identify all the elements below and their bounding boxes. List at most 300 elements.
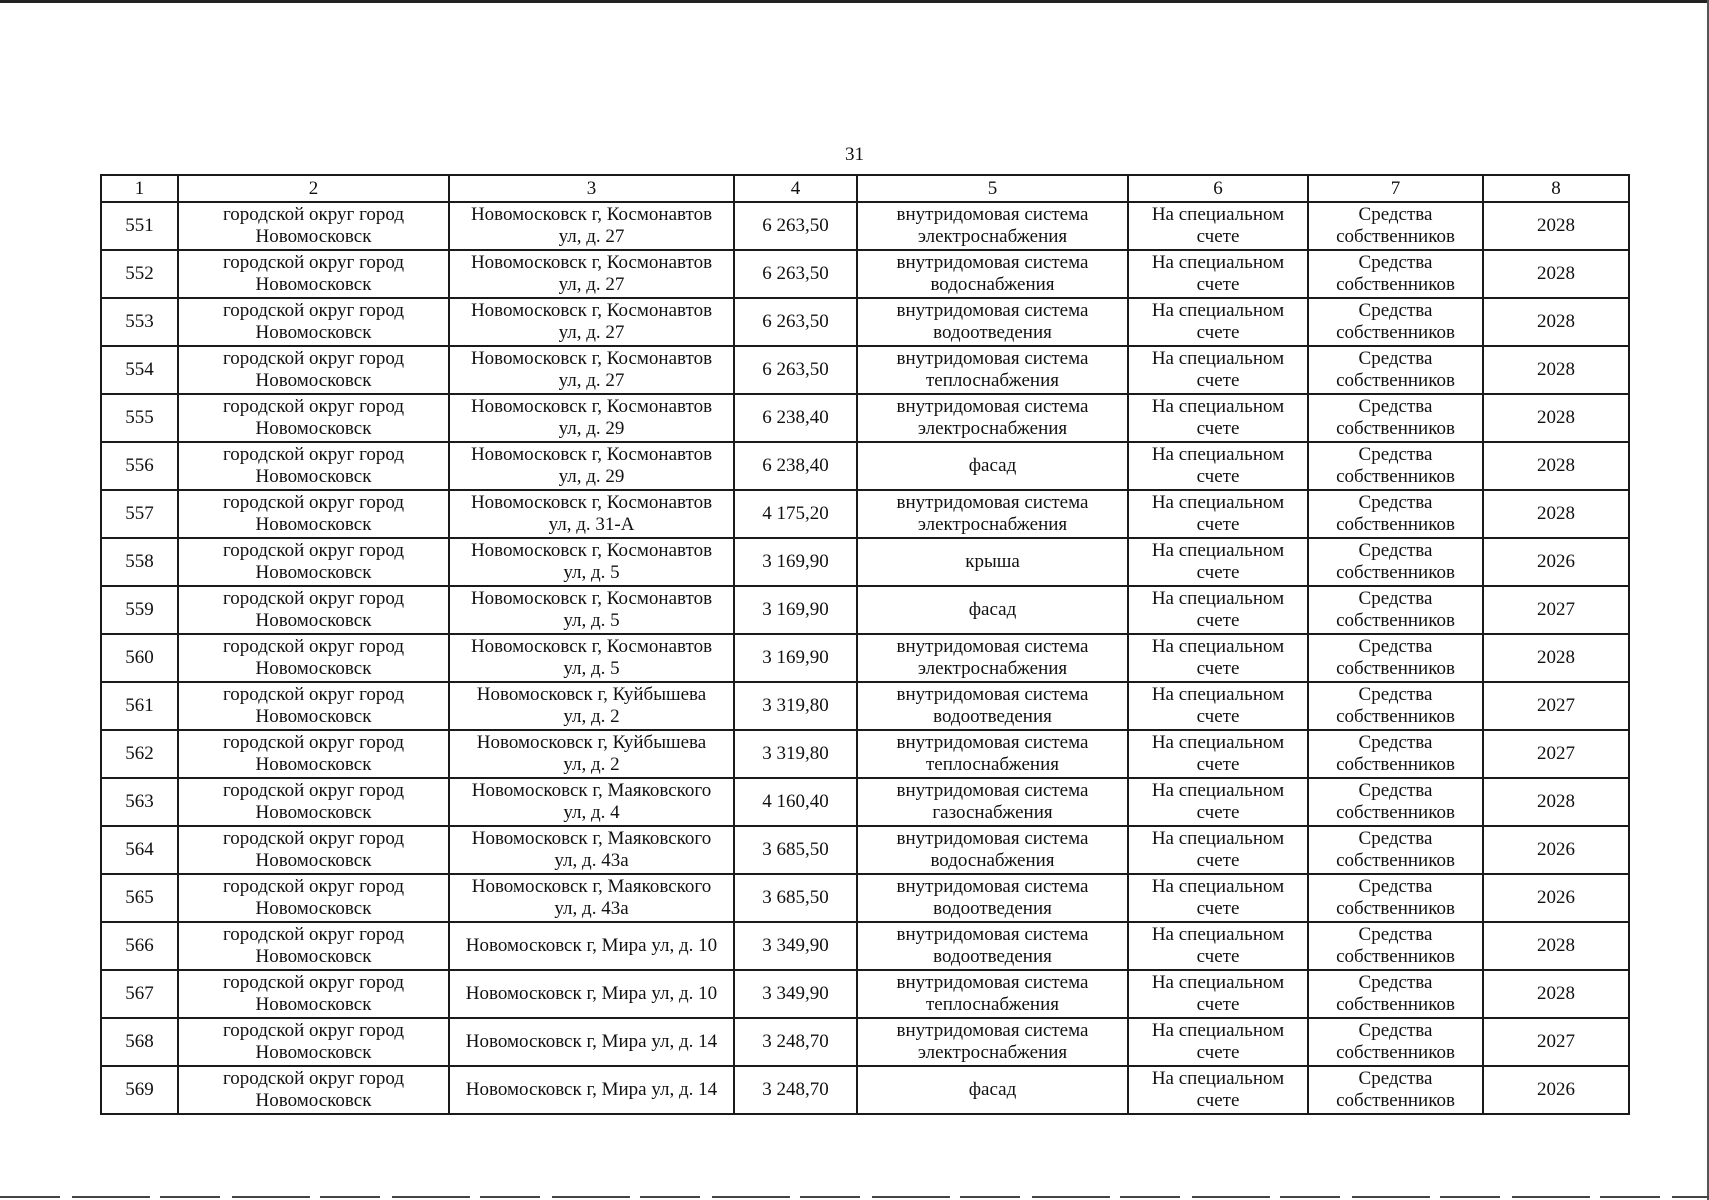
address-cell: [449, 586, 734, 634]
municipality-cell-text: городской округ город Новомосковск: [222, 540, 405, 583]
year-cell: [1483, 730, 1629, 778]
table-row: [101, 730, 1629, 778]
year-cell: [1483, 826, 1629, 874]
row-number-cell-text: 552: [125, 263, 154, 284]
fund-method-cell-text: На специальном счете: [1151, 588, 1285, 631]
fund-method-cell-text: На специальном счете: [1151, 492, 1285, 535]
address-cell-text: Новомосковск г, Куйбышева ул, д. 2: [476, 732, 707, 775]
funding-source-cell-text: Средства собственников: [1336, 684, 1455, 727]
row-number-cell: [101, 538, 178, 586]
row-number-cell-text: 551: [125, 215, 154, 236]
fund-method-cell: [1128, 586, 1308, 634]
fund-method-cell-text: На специальном счете: [1151, 540, 1285, 583]
row-number-cell: [101, 922, 178, 970]
fund-method-cell-text: На специальном счете: [1151, 1020, 1285, 1063]
fund-method-cell: [1128, 634, 1308, 682]
funding-source-cell: [1308, 970, 1483, 1018]
address-cell-text: Новомосковск г, Космонавтов ул, д. 5: [470, 636, 713, 679]
area-cell-text: 3 319,80: [762, 695, 829, 716]
municipality-cell-text: городской округ город Новомосковск: [222, 732, 405, 775]
address-cell-text: Новомосковск г, Космонавтов ул, д. 5: [470, 540, 713, 583]
table-row: [101, 874, 1629, 922]
work-type-cell: [857, 346, 1128, 394]
address-cell: [449, 298, 734, 346]
work-type-cell-text: внутридомовая система теплоснабжения: [896, 972, 1089, 1015]
address-cell: [449, 730, 734, 778]
funding-source-cell: [1308, 442, 1483, 490]
address-cell-text: Новомосковск г, Космонавтов ул, д. 27: [470, 348, 713, 391]
row-number-cell-text: 568: [125, 1031, 154, 1052]
funding-source-cell-text: Средства собственников: [1336, 252, 1455, 295]
work-type-cell-text: внутридомовая система водоотведения: [896, 300, 1089, 343]
year-cell: [1483, 442, 1629, 490]
municipality-cell: [178, 682, 449, 730]
work-type-cell: [857, 682, 1128, 730]
table-row: [101, 298, 1629, 346]
work-type-cell-text: внутридомовая система водоотведения: [896, 924, 1089, 967]
column-header: 1: [101, 175, 178, 202]
fund-method-cell-text: На специальном счете: [1151, 348, 1285, 391]
row-number-cell: [101, 442, 178, 490]
work-type-cell: [857, 490, 1128, 538]
table-row: [101, 922, 1629, 970]
municipality-cell-text: городской округ город Новомосковск: [222, 972, 405, 1015]
fund-method-cell: [1128, 394, 1308, 442]
work-type-cell: [857, 298, 1128, 346]
page-number: 31: [845, 144, 864, 165]
funding-source-cell: [1308, 1066, 1483, 1114]
scan-bottom-edge: [0, 1196, 1709, 1198]
fund-method-cell: [1128, 874, 1308, 922]
row-number-cell-text: 557: [125, 503, 154, 524]
municipality-cell: [178, 202, 449, 250]
municipality-cell: [178, 778, 449, 826]
address-cell: [449, 1018, 734, 1066]
municipality-cell-text: городской округ город Новомосковск: [222, 924, 405, 967]
row-number-cell: [101, 298, 178, 346]
address-cell-text: Новомосковск г, Космонавтов ул, д. 27: [470, 300, 713, 343]
municipality-cell: [178, 634, 449, 682]
work-type-cell: [857, 970, 1128, 1018]
area-cell-text: 3 685,50: [762, 839, 829, 860]
address-cell-text: Новомосковск г, Маяковского ул, д. 4: [471, 780, 712, 823]
row-number-cell: [101, 346, 178, 394]
work-type-cell-text: внутридомовая система электроснабжения: [896, 1020, 1089, 1063]
fund-method-cell-text: На специальном счете: [1151, 732, 1285, 775]
municipality-cell: [178, 490, 449, 538]
table-row: [101, 1018, 1629, 1066]
address-cell: [449, 394, 734, 442]
fund-method-cell: [1128, 202, 1308, 250]
funding-source-cell-text: Средства собственников: [1336, 492, 1455, 535]
column-header: 3: [449, 175, 734, 202]
table-row: [101, 490, 1629, 538]
funding-source-cell: [1308, 202, 1483, 250]
area-cell: [734, 346, 857, 394]
row-number-cell: [101, 874, 178, 922]
area-cell: [734, 922, 857, 970]
work-type-cell-text: внутридомовая система водоотведения: [896, 876, 1089, 919]
area-cell: [734, 970, 857, 1018]
municipality-cell-text: городской округ город Новомосковск: [222, 828, 405, 871]
fund-method-cell: [1128, 346, 1308, 394]
fund-method-cell: [1128, 778, 1308, 826]
funding-source-cell: [1308, 1018, 1483, 1066]
funding-source-cell-text: Средства собственников: [1336, 300, 1455, 343]
area-cell: [734, 202, 857, 250]
row-number-cell: [101, 826, 178, 874]
area-cell-text: 3 685,50: [762, 887, 829, 908]
fund-method-cell: [1128, 250, 1308, 298]
year-cell-text: 2027: [1537, 599, 1575, 620]
funding-source-cell-text: Средства собственников: [1336, 588, 1455, 631]
work-type-cell-text: внутридомовая система электроснабжения: [896, 204, 1089, 247]
work-type-cell-text: внутридомовая система теплоснабжения: [896, 732, 1089, 775]
work-type-cell-text: фасад: [968, 599, 1017, 620]
municipality-cell-text: городской округ город Новомосковск: [222, 876, 405, 919]
table-body: [101, 202, 1629, 1114]
work-type-cell: [857, 442, 1128, 490]
municipality-cell: [178, 874, 449, 922]
area-cell: [734, 778, 857, 826]
funding-source-cell-text: Средства собственников: [1336, 540, 1455, 583]
table-row: [101, 394, 1629, 442]
municipality-cell-text: городской округ город Новомосковск: [222, 300, 405, 343]
address-cell: [449, 250, 734, 298]
work-type-cell: [857, 538, 1128, 586]
year-cell-text: 2028: [1537, 311, 1575, 332]
fund-method-cell-text: На специальном счете: [1151, 780, 1285, 823]
address-cell: [449, 346, 734, 394]
year-cell-text: 2028: [1537, 935, 1575, 956]
municipality-cell: [178, 298, 449, 346]
funding-source-cell-text: Средства собственников: [1336, 924, 1455, 967]
work-type-cell: [857, 730, 1128, 778]
address-cell-text: Новомосковск г, Маяковского ул, д. 43а: [471, 828, 712, 871]
area-cell-text: 3 169,90: [762, 551, 829, 572]
area-cell-text: 3 349,90: [762, 935, 829, 956]
table-row: [101, 442, 1629, 490]
row-number-cell: [101, 634, 178, 682]
fund-method-cell: [1128, 826, 1308, 874]
table-row: [101, 682, 1629, 730]
year-cell: [1483, 250, 1629, 298]
area-cell: [734, 826, 857, 874]
row-number-cell: [101, 202, 178, 250]
area-cell: [734, 1066, 857, 1114]
row-number-cell: [101, 1066, 178, 1114]
address-cell: [449, 538, 734, 586]
work-type-cell: [857, 1066, 1128, 1114]
year-cell: [1483, 202, 1629, 250]
address-cell-text: Новомосковск г, Космонавтов ул, д. 31-А: [470, 492, 713, 535]
address-cell: [449, 826, 734, 874]
column-number-row: [101, 175, 1629, 202]
funding-source-cell: [1308, 730, 1483, 778]
table-row: [101, 250, 1629, 298]
column-header: 4: [734, 175, 857, 202]
area-cell: [734, 730, 857, 778]
municipality-cell-text: городской округ город Новомосковск: [222, 684, 405, 727]
year-cell-text: 2028: [1537, 455, 1575, 476]
funding-source-cell-text: Средства собственников: [1336, 972, 1455, 1015]
table-row: [101, 826, 1629, 874]
address-cell-text: Новомосковск г, Космонавтов ул, д. 29: [470, 444, 713, 487]
year-cell: [1483, 634, 1629, 682]
address-cell: [449, 490, 734, 538]
fund-method-cell: [1128, 970, 1308, 1018]
area-cell: [734, 250, 857, 298]
table-row: [101, 1066, 1629, 1114]
funding-source-cell: [1308, 346, 1483, 394]
municipality-cell: [178, 346, 449, 394]
year-cell: [1483, 874, 1629, 922]
funding-source-cell-text: Средства собственников: [1336, 828, 1455, 871]
area-cell: [734, 634, 857, 682]
work-type-cell: [857, 202, 1128, 250]
row-number-cell-text: 553: [125, 311, 154, 332]
column-header: 8: [1483, 175, 1629, 202]
column-header: 2: [178, 175, 449, 202]
work-type-cell: [857, 586, 1128, 634]
address-cell: [449, 202, 734, 250]
row-number-cell-text: 558: [125, 551, 154, 572]
work-type-cell-text: внутридомовая система электроснабжения: [896, 636, 1089, 679]
row-number-cell-text: 562: [125, 743, 154, 764]
row-number-cell-text: 564: [125, 839, 154, 860]
fund-method-cell: [1128, 490, 1308, 538]
fund-method-cell-text: На специальном счете: [1151, 972, 1285, 1015]
work-type-cell-text: внутридомовая система электроснабжения: [896, 492, 1089, 535]
municipality-cell: [178, 586, 449, 634]
municipality-cell-text: городской округ город Новомосковск: [222, 444, 405, 487]
fund-method-cell: [1128, 538, 1308, 586]
address-cell: [449, 874, 734, 922]
area-cell: [734, 394, 857, 442]
address-cell: [449, 682, 734, 730]
column-header: 7: [1308, 175, 1483, 202]
year-cell: [1483, 778, 1629, 826]
work-type-cell-text: внутридомовая система водоснабжения: [896, 828, 1089, 871]
funding-source-cell: [1308, 874, 1483, 922]
address-cell-text: Новомосковск г, Маяковского ул, д. 43а: [471, 876, 712, 919]
fund-method-cell: [1128, 730, 1308, 778]
address-cell: [449, 922, 734, 970]
year-cell-text: 2028: [1537, 791, 1575, 812]
fund-method-cell-text: На специальном счете: [1151, 444, 1285, 487]
municipality-cell-text: городской округ город Новомосковск: [222, 780, 405, 823]
row-number-cell-text: 567: [125, 983, 154, 1004]
work-type-cell: [857, 778, 1128, 826]
row-number-cell-text: 561: [125, 695, 154, 716]
area-cell-text: 3 248,70: [762, 1031, 829, 1052]
year-cell: [1483, 346, 1629, 394]
municipality-cell-text: городской округ город Новомосковск: [222, 252, 405, 295]
municipality-cell-text: городской округ город Новомосковск: [222, 204, 405, 247]
municipality-cell-text: городской округ город Новомосковск: [222, 1020, 405, 1063]
area-cell-text: 6 263,50: [762, 263, 829, 284]
funding-source-cell-text: Средства собственников: [1336, 348, 1455, 391]
row-number-cell: [101, 586, 178, 634]
area-cell: [734, 1018, 857, 1066]
address-cell: [449, 1066, 734, 1114]
funding-source-cell-text: Средства собственников: [1336, 396, 1455, 439]
fund-method-cell: [1128, 1018, 1308, 1066]
year-cell-text: 2027: [1537, 695, 1575, 716]
municipality-cell: [178, 442, 449, 490]
year-cell-text: 2028: [1537, 359, 1575, 380]
funding-source-cell: [1308, 250, 1483, 298]
area-cell: [734, 442, 857, 490]
funding-source-cell: [1308, 586, 1483, 634]
year-cell: [1483, 922, 1629, 970]
year-cell-text: 2026: [1537, 887, 1575, 908]
work-type-cell-text: фасад: [968, 1079, 1017, 1100]
year-cell: [1483, 970, 1629, 1018]
year-cell-text: 2028: [1537, 263, 1575, 284]
area-cell-text: 6 238,40: [762, 455, 829, 476]
address-cell-text: Новомосковск г, Куйбышева ул, д. 2: [476, 684, 707, 727]
year-cell-text: 2026: [1537, 1079, 1575, 1100]
row-number-cell-text: 569: [125, 1079, 154, 1100]
year-cell: [1483, 1066, 1629, 1114]
area-cell-text: 6 263,50: [762, 311, 829, 332]
row-number-cell: [101, 778, 178, 826]
work-type-cell: [857, 1018, 1128, 1066]
scan-top-edge: [0, 0, 1709, 3]
area-cell-text: 3 319,80: [762, 743, 829, 764]
municipality-cell: [178, 970, 449, 1018]
fund-method-cell-text: На специальном счете: [1151, 828, 1285, 871]
year-cell-text: 2028: [1537, 407, 1575, 428]
funding-source-cell-text: Средства собственников: [1336, 1068, 1455, 1111]
funding-source-cell-text: Средства собственников: [1336, 1020, 1455, 1063]
fund-method-cell-text: На специальном счете: [1151, 300, 1285, 343]
address-cell-text: Новомосковск г, Мира ул, д. 10: [465, 983, 718, 1004]
year-cell-text: 2026: [1537, 551, 1575, 572]
row-number-cell: [101, 394, 178, 442]
column-header: 6: [1128, 175, 1308, 202]
row-number-cell: [101, 970, 178, 1018]
funding-source-cell: [1308, 490, 1483, 538]
work-type-cell-text: внутридомовая система электроснабжения: [896, 396, 1089, 439]
work-type-cell-text: внутридомовая система теплоснабжения: [896, 348, 1089, 391]
fund-method-cell-text: На специальном счете: [1151, 876, 1285, 919]
funding-source-cell-text: Средства собственников: [1336, 780, 1455, 823]
fund-method-cell-text: На специальном счете: [1151, 252, 1285, 295]
table-row: [101, 778, 1629, 826]
fund-method-cell-text: На специальном счете: [1151, 684, 1285, 727]
address-cell: [449, 442, 734, 490]
work-type-cell: [857, 634, 1128, 682]
fund-method-cell-text: На специальном счете: [1151, 204, 1285, 247]
area-cell-text: 4 160,40: [762, 791, 829, 812]
work-type-cell: [857, 922, 1128, 970]
row-number-cell-text: 556: [125, 455, 154, 476]
fund-method-cell: [1128, 682, 1308, 730]
work-type-cell: [857, 826, 1128, 874]
area-cell-text: 6 238,40: [762, 407, 829, 428]
municipality-cell: [178, 730, 449, 778]
year-cell: [1483, 1018, 1629, 1066]
table-row: [101, 538, 1629, 586]
area-cell: [734, 490, 857, 538]
municipality-cell-text: городской округ город Новомосковск: [222, 396, 405, 439]
fund-method-cell: [1128, 298, 1308, 346]
row-number-cell: [101, 730, 178, 778]
address-cell-text: Новомосковск г, Мира ул, д. 14: [465, 1031, 718, 1052]
funding-source-cell: [1308, 682, 1483, 730]
area-cell-text: 3 349,90: [762, 983, 829, 1004]
year-cell: [1483, 538, 1629, 586]
funding-source-cell: [1308, 298, 1483, 346]
fund-method-cell: [1128, 442, 1308, 490]
municipality-cell: [178, 922, 449, 970]
year-cell-text: 2027: [1537, 743, 1575, 764]
year-cell-text: 2027: [1537, 1031, 1575, 1052]
municipality-cell-text: городской округ город Новомосковск: [222, 348, 405, 391]
funding-source-cell-text: Средства собственников: [1336, 444, 1455, 487]
year-cell-text: 2028: [1537, 647, 1575, 668]
year-cell: [1483, 394, 1629, 442]
work-type-cell: [857, 394, 1128, 442]
work-type-cell: [857, 250, 1128, 298]
year-cell-text: 2028: [1537, 983, 1575, 1004]
year-cell: [1483, 682, 1629, 730]
area-cell-text: 3 169,90: [762, 599, 829, 620]
address-cell: [449, 778, 734, 826]
work-type-cell-text: внутридомовая система водоснабжения: [896, 252, 1089, 295]
column-header: 5: [857, 175, 1128, 202]
address-cell-text: Новомосковск г, Мира ул, д. 14: [465, 1079, 718, 1100]
year-cell: [1483, 586, 1629, 634]
fund-method-cell-text: На специальном счете: [1151, 636, 1285, 679]
funding-source-cell-text: Средства собственников: [1336, 204, 1455, 247]
municipality-cell-text: городской округ город Новомосковск: [222, 636, 405, 679]
funding-source-cell-text: Средства собственников: [1336, 636, 1455, 679]
row-number-cell-text: 566: [125, 935, 154, 956]
area-cell: [734, 586, 857, 634]
area-cell-text: 4 175,20: [762, 503, 829, 524]
municipality-cell: [178, 1018, 449, 1066]
work-type-cell: [857, 874, 1128, 922]
row-number-cell: [101, 682, 178, 730]
fund-method-cell-text: На специальном счете: [1151, 1068, 1285, 1111]
table-row: [101, 202, 1629, 250]
area-cell: [734, 874, 857, 922]
municipality-cell: [178, 1066, 449, 1114]
address-cell-text: Новомосковск г, Космонавтов ул, д. 5: [470, 588, 713, 631]
municipality-cell: [178, 394, 449, 442]
municipality-cell-text: городской округ город Новомосковск: [222, 588, 405, 631]
table-row: [101, 970, 1629, 1018]
address-cell-text: Новомосковск г, Космонавтов ул, д. 27: [470, 252, 713, 295]
work-type-cell-text: фасад: [968, 455, 1017, 476]
row-number-cell-text: 555: [125, 407, 154, 428]
row-number-cell: [101, 490, 178, 538]
funding-source-cell: [1308, 538, 1483, 586]
table-row: [101, 586, 1629, 634]
funding-source-cell: [1308, 778, 1483, 826]
row-number-cell: [101, 1018, 178, 1066]
address-cell-text: Новомосковск г, Космонавтов ул, д. 29: [470, 396, 713, 439]
year-cell-text: 2026: [1537, 839, 1575, 860]
address-cell-text: Новомосковск г, Космонавтов ул, д. 27: [470, 204, 713, 247]
fund-method-cell-text: На специальном счете: [1151, 396, 1285, 439]
row-number-cell-text: 559: [125, 599, 154, 620]
funding-source-cell: [1308, 634, 1483, 682]
fund-method-cell-text: На специальном счете: [1151, 924, 1285, 967]
